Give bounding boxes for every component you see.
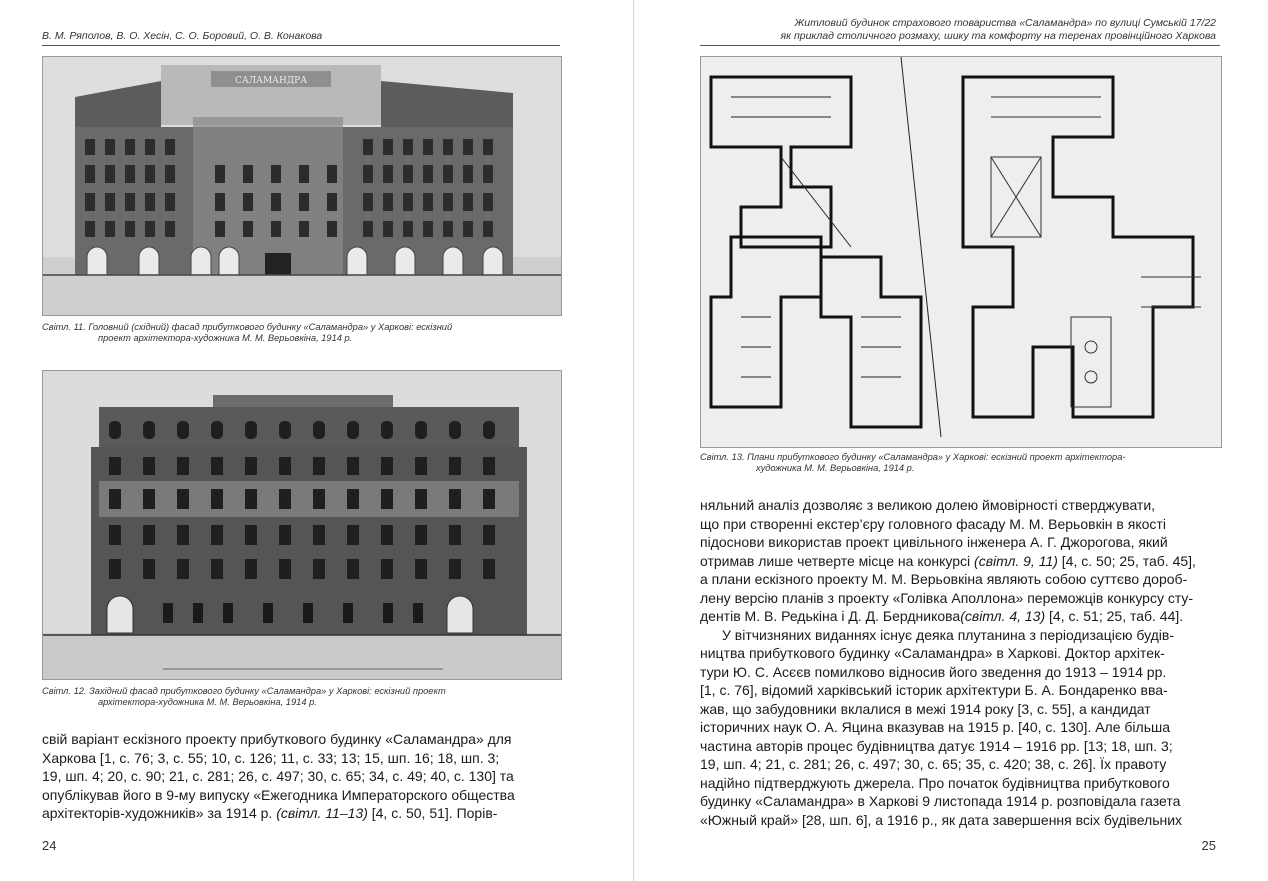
facade-west-drawing	[42, 370, 562, 680]
body-line: Харкова [1, с. 76; 3, с. 55; 10, с. 126; 11, с. 33; 13; 15, шп. 16; 18, шп. 3;	[42, 749, 500, 766]
body-line: ництва прибуткового будинку «Саламандра» в Харкові. Доктор архітек-	[700, 645, 1165, 661]
body-line: історичних наук О. А. Яцина вказував на 1915 р. [40, с. 130]. Але більша	[700, 719, 1171, 735]
right-running-head-line2: як приклад столичного розмаху, шику та комфорту на теренах провінційного Харкова	[780, 30, 1216, 42]
figure-13-caption-line1: Світл. 13. Плани прибуткового будинку «Саламандра» у Харкові: ескізний проект архітектора-	[700, 452, 1126, 462]
figure-reference: (світл. 4, 13)	[960, 608, 1046, 624]
left-running-head: В. М. Ряполов, В. О. Хесін, С. О. Боровий, О. В. Конакова	[42, 30, 323, 42]
floor-plans-illustration	[701, 57, 1221, 447]
figure-11-caption-line2: проект архітектора-художника М. М. Верьовкіна, 1914 р.	[98, 333, 353, 343]
figure-12-caption-line2: архітектора-художника М. М. Верьовкіна, 1914 р.	[98, 697, 317, 707]
figure-13-caption	[700, 452, 1220, 474]
body-text-fragment: дентів М. В. Редькіна і Д. Д. Бердникова	[700, 608, 961, 624]
body-text-fragment: [4, с. 50; 25, таб. 45],	[1057, 552, 1196, 569]
body-line-last	[42, 804, 560, 823]
body-line: У вітчизняних виданнях існує деяка плутанина з періодизацією будів-	[722, 626, 1174, 643]
body-text-fragment: [4, с. 50, 51]. Порів-	[367, 805, 498, 821]
right-body-text	[700, 496, 1220, 829]
facade-east-drawing	[42, 56, 562, 316]
figure-13-caption-line2: художника М. М. Верьовкіна, 1914 р.	[756, 463, 915, 473]
body-line	[700, 552, 1220, 571]
page-number-right: 25	[1201, 838, 1216, 853]
figure-12-caption-line1: Світл. 12. Західний фасад прибуткового будинку «Саламандра» у Харкові: ескізний проект	[42, 686, 446, 696]
figure-11-caption-line1: Світл. 11. Головний (східний) фасад прибуткового будинку «Саламандра» у Харкові: ескізний	[42, 322, 453, 332]
left-body-text	[42, 730, 560, 823]
body-text-fragment: архітекторів-художників» за 1914 р.	[42, 805, 277, 821]
facade-sign-text: САЛАМАНДРА	[234, 76, 308, 86]
body-line: підоснови використав проект цивільного інженера А. Г. Джорогова, який	[700, 534, 1168, 550]
body-line: будинку «Саламандра» в Харкові 9 листопада 1914 р. розповідала газета	[700, 793, 1181, 809]
right-page	[634, 0, 1268, 881]
body-line: свій варіант ескізного проекту прибуткового будинку «Саламандра» для	[42, 731, 512, 747]
body-line: 19, шп. 4; 20, с. 90; 21, с. 281; 26, с. 497; 30, с. 65; 34, с. 49; 40, с. 130] та	[42, 768, 514, 784]
floor-plans-drawing	[700, 56, 1222, 448]
body-text-fragment: отримав лише четверте місце на конкурсі	[700, 552, 975, 569]
figure-12-caption	[42, 686, 560, 708]
body-line: няльний аналіз дозволяє з великою долею ймовірності стверджувати,	[700, 497, 1156, 513]
body-line: тури Ю. С. Асєєв помилково відносив його зведення до 1913 – 1914 рр.	[700, 663, 1167, 680]
body-line: частина авторів процес будівництва датує 1914 – 1916 рр. [13; 18, шп. 3;	[700, 737, 1173, 754]
body-line: що при створенні екстер’єру головного фасаду М. М. Верьовкін в якості	[700, 515, 1166, 532]
body-line: «Южный край» [28, шп. 6], а 1916 р., як дата завершення всіх будівельних	[700, 811, 1183, 828]
body-line: а плани ескізного проекту М. М. Верьовкіна являють собою суттєво дороб-	[700, 571, 1188, 587]
right-header-rule	[700, 45, 1220, 46]
page-number-left: 24	[42, 838, 57, 853]
right-running-head	[780, 17, 1216, 43]
left-header-rule	[42, 45, 560, 46]
figure-11-caption	[42, 322, 560, 344]
body-line: лену версію планів з проекту «Голівка Аполлона» переможців конкурсу сту-	[700, 589, 1194, 606]
body-text-fragment: [4, с. 51; 25, таб. 44].	[1045, 608, 1184, 624]
body-line: жав, що забудовники вклалися в межі 1914 року [3, с. 55], а кандидат	[700, 700, 1151, 717]
figure-reference: (світл. 11–13)	[276, 805, 368, 821]
body-line: 19, шп. 4; 21, с. 281; 26, с. 497; 30, с. 65; 35, с. 420; 38, с. 26]. Їх правоту	[700, 756, 1167, 772]
body-line	[700, 607, 1220, 626]
right-running-head-line1: Житловий будинок страхового товариства «Саламандра» по вулиці Сумській 17/22	[794, 17, 1216, 29]
facade-east-illustration	[43, 57, 561, 315]
facade-west-illustration	[43, 371, 561, 679]
body-line: [1, с. 76], відомий харківський історик архітектури Б. А. Бондаренко вва-	[700, 682, 1168, 698]
body-line: опублікував його в 9-му випуску «Ежегодника Императорского общества	[42, 786, 515, 803]
body-line: надійно підтверджують джерела. Про початок будівництва прибуткового	[700, 774, 1170, 791]
figure-reference: (світл. 9, 11)	[974, 552, 1058, 569]
